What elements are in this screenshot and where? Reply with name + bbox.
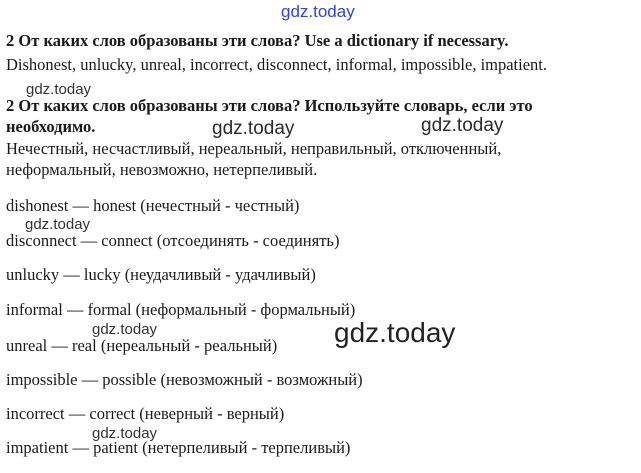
- answer-item: informal — formal (неформальный - формальный): [6, 300, 356, 319]
- watermark-large: gdz.today: [334, 317, 456, 348]
- answer-item: impossible — possible (невозможный - возможный): [6, 370, 363, 389]
- task-heading-ru-line1: 2 От каких слов образованы эти слова? Используйте словарь, если это: [6, 96, 533, 115]
- answer-item: impatient — patient (нетерпеливый - терпеливый): [6, 438, 351, 457]
- watermark: gdz.today: [92, 425, 158, 442]
- task-words-ru-line2: неформальный, невозможно, нетерпеливый.: [6, 160, 318, 179]
- watermark: gdz.today: [421, 115, 504, 136]
- answer-item: unreal — real (нереальный - реальный): [6, 336, 278, 355]
- watermark: gdz.today: [212, 118, 295, 139]
- task-heading-en: 2 От каких слов образованы эти слова? Use a dictionary if necessary.: [6, 31, 509, 50]
- answer-item: disconnect — connect (отсоединять - соединять): [6, 231, 340, 250]
- task-heading-ru-line2: необходимо.: [6, 117, 96, 136]
- answer-item: unlucky — lucky (неудачливый - удачливый): [6, 265, 316, 284]
- answer-item: dishonest — honest (нечестный - честный): [6, 196, 300, 215]
- answer-item: incorrect — correct (неверный - верный): [6, 404, 285, 423]
- task-words-ru-line1: Нечестный, несчастливый, нереальный, неправильный, отключенный,: [6, 139, 502, 158]
- watermark: gdz.today: [25, 216, 91, 233]
- task-words-en: Dishonest, unlucky, unreal, incorrect, disconnect, informal, impossible, impatient.: [6, 55, 548, 74]
- watermark: gdz.today: [92, 321, 158, 338]
- watermark-top: gdz.today: [281, 2, 355, 21]
- watermark: gdz.today: [26, 81, 92, 98]
